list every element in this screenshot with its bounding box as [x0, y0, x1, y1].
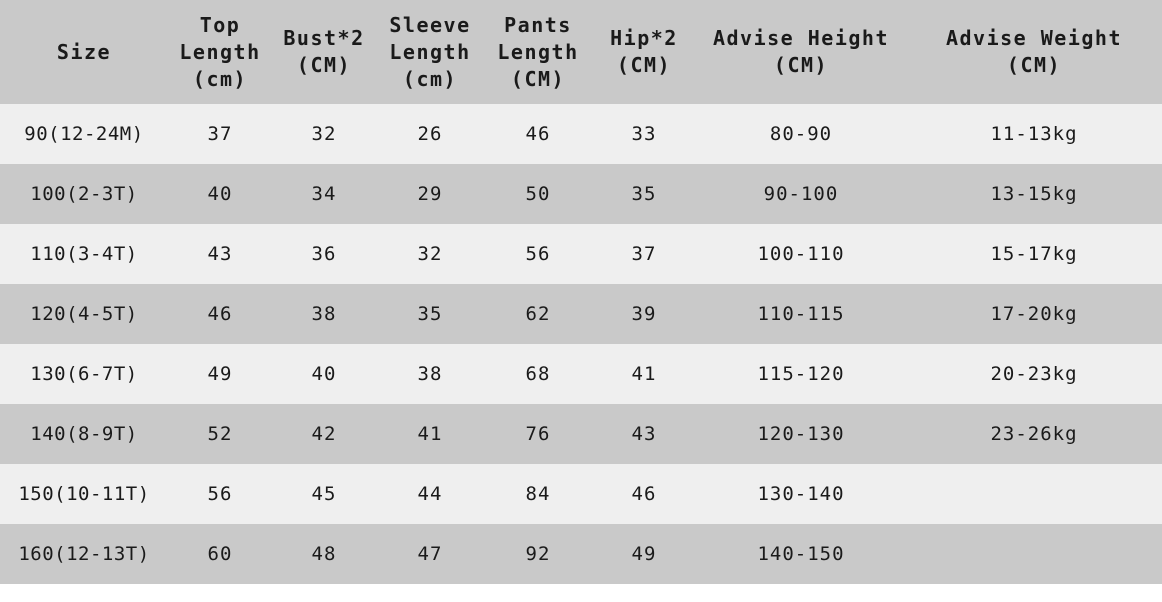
cell-size: 140(8-9T) — [0, 404, 168, 464]
cell-bust: 34 — [272, 164, 376, 224]
cell-bust: 42 — [272, 404, 376, 464]
header-row — [0, 0, 1162, 104]
cell-advise-height: 110-115 — [696, 284, 906, 344]
cell-advise-weight — [906, 524, 1162, 584]
cell-sleeve-length: 41 — [376, 404, 484, 464]
column-header-size — [0, 0, 168, 104]
table-row — [0, 284, 1162, 344]
table-body — [0, 104, 1162, 584]
header-line: (CM) — [510, 66, 566, 91]
cell-top-length: 56 — [168, 464, 272, 524]
header-line: Length — [389, 39, 471, 64]
cell-bust: 48 — [272, 524, 376, 584]
cell-pants-length: 84 — [484, 464, 592, 524]
cell-size: 100(2-3T) — [0, 164, 168, 224]
cell-hip: 33 — [592, 104, 696, 164]
header-line: (CM) — [296, 53, 352, 77]
bottom-margin — [0, 584, 1162, 602]
cell-size: 90(12-24M) — [0, 104, 168, 164]
table-row — [0, 164, 1162, 224]
cell-top-length: 60 — [168, 524, 272, 584]
cell-top-length: 46 — [168, 284, 272, 344]
cell-sleeve-length: 29 — [376, 164, 484, 224]
cell-advise-height: 130-140 — [696, 464, 906, 524]
cell-advise-weight: 13-15kg — [906, 164, 1162, 224]
header-line: Advise Weight — [945, 26, 1123, 50]
cell-advise-weight — [906, 464, 1162, 524]
cell-pants-length: 46 — [484, 104, 592, 164]
cell-bust: 36 — [272, 224, 376, 284]
header-line: Sleeve — [389, 12, 471, 37]
table-header — [0, 0, 1162, 104]
cell-hip: 49 — [592, 524, 696, 584]
cell-sleeve-length: 47 — [376, 524, 484, 584]
column-header-advise-height — [696, 0, 906, 104]
cell-size: 120(4-5T) — [0, 284, 168, 344]
cell-top-length: 37 — [168, 104, 272, 164]
column-header-top-length — [168, 0, 272, 104]
cell-hip: 41 — [592, 344, 696, 404]
header-line: Length — [179, 39, 261, 64]
cell-hip: 35 — [592, 164, 696, 224]
cell-advise-height: 120-130 — [696, 404, 906, 464]
cell-sleeve-length: 38 — [376, 344, 484, 404]
cell-pants-length: 68 — [484, 344, 592, 404]
cell-advise-weight: 17-20kg — [906, 284, 1162, 344]
column-header-pants-length — [484, 0, 592, 104]
header-line: Pants — [504, 12, 572, 37]
cell-advise-height: 90-100 — [696, 164, 906, 224]
header-line: Bust*2 — [283, 26, 365, 50]
column-header-bust — [272, 0, 376, 104]
cell-bust: 32 — [272, 104, 376, 164]
cell-advise-weight: 20-23kg — [906, 344, 1162, 404]
cell-sleeve-length: 35 — [376, 284, 484, 344]
cell-bust: 45 — [272, 464, 376, 524]
cell-size: 110(3-4T) — [0, 224, 168, 284]
cell-top-length: 43 — [168, 224, 272, 284]
cell-hip: 43 — [592, 404, 696, 464]
table-row — [0, 104, 1162, 164]
cell-hip: 39 — [592, 284, 696, 344]
cell-pants-length: 62 — [484, 284, 592, 344]
cell-sleeve-length: 32 — [376, 224, 484, 284]
cell-advise-weight: 11-13kg — [906, 104, 1162, 164]
cell-hip: 46 — [592, 464, 696, 524]
header-line: Advise Height — [712, 26, 890, 50]
cell-advise-height: 140-150 — [696, 524, 906, 584]
cell-size: 150(10-11T) — [0, 464, 168, 524]
header-line: (CM) — [1006, 53, 1062, 77]
header-line: Length — [497, 39, 579, 64]
cell-top-length: 40 — [168, 164, 272, 224]
cell-advise-height: 115-120 — [696, 344, 906, 404]
cell-bust: 40 — [272, 344, 376, 404]
cell-advise-height: 80-90 — [696, 104, 906, 164]
cell-pants-length: 50 — [484, 164, 592, 224]
cell-advise-weight: 23-26kg — [906, 404, 1162, 464]
table-row — [0, 464, 1162, 524]
cell-bust: 38 — [272, 284, 376, 344]
header-line: (cm) — [192, 66, 248, 91]
header-line: Top — [199, 12, 241, 37]
table-row — [0, 404, 1162, 464]
header-line: (CM) — [773, 53, 829, 77]
header-line: (CM) — [616, 53, 672, 77]
cell-sleeve-length: 26 — [376, 104, 484, 164]
header-line: (cm) — [402, 66, 458, 91]
column-header-advise-weight — [906, 0, 1162, 104]
table-row — [0, 524, 1162, 584]
column-header-sleeve-length — [376, 0, 484, 104]
cell-size: 130(6-7T) — [0, 344, 168, 404]
cell-sleeve-length: 44 — [376, 464, 484, 524]
header-line: Hip*2 — [610, 26, 678, 50]
cell-top-length: 49 — [168, 344, 272, 404]
cell-pants-length: 76 — [484, 404, 592, 464]
cell-pants-length: 92 — [484, 524, 592, 584]
cell-hip: 37 — [592, 224, 696, 284]
cell-size: 160(12-13T) — [0, 524, 168, 584]
column-header-hip — [592, 0, 696, 104]
cell-advise-weight: 15-17kg — [906, 224, 1162, 284]
table-row — [0, 344, 1162, 404]
header-line: Size — [56, 39, 112, 64]
cell-pants-length: 56 — [484, 224, 592, 284]
table-row — [0, 224, 1162, 284]
cell-advise-height: 100-110 — [696, 224, 906, 284]
cell-top-length: 52 — [168, 404, 272, 464]
